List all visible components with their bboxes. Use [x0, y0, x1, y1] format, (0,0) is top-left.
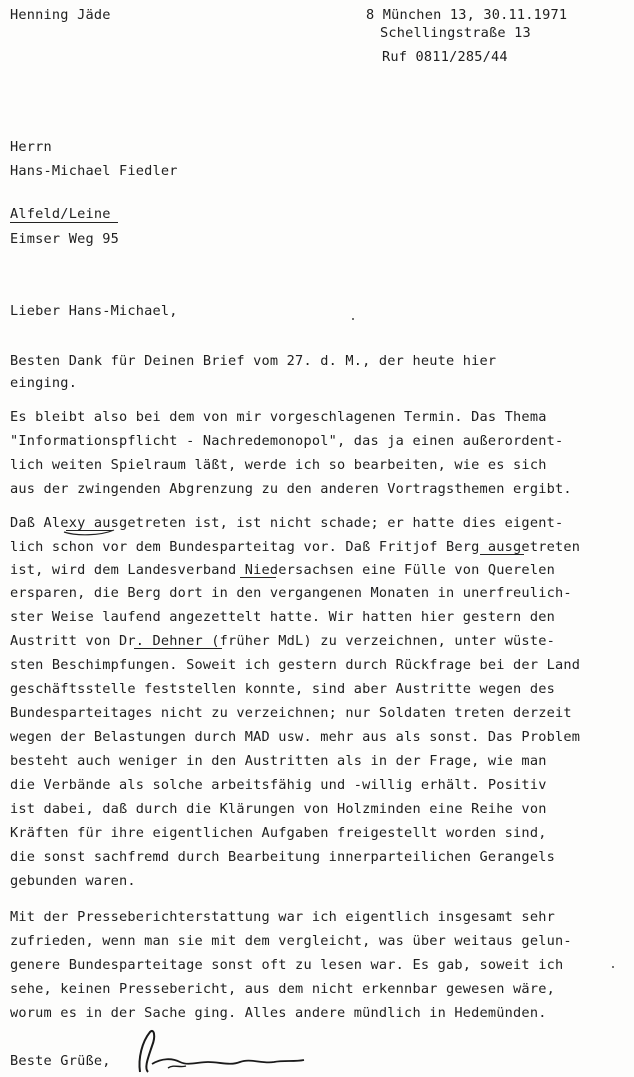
- body-line: lich schon vor dem Bundesparteitag vor. Daß Fritjof Berg ausgetreten: [10, 539, 581, 555]
- underline-landesverband: [240, 577, 276, 578]
- body-line: Mit der Presseberichterstattung war ich eigentlich insgesamt sehr: [10, 909, 555, 925]
- underline-dehner: [134, 648, 222, 649]
- body-line: geschäftsstelle feststellen konnte, sind aber Austritte wegen des: [10, 681, 555, 697]
- body-line: Daß Alexy ausgetreten ist, ist nicht schade; er hatte dies eigent-: [10, 515, 564, 531]
- greeting: Lieber Hans-Michael,: [10, 303, 178, 319]
- handwritten-loop-mark: [60, 512, 120, 538]
- closing: Beste Grüße,: [10, 1053, 111, 1069]
- body-line: einging.: [10, 375, 78, 391]
- body-line: Bundesparteitages nicht zu verzeichnen; nur Soldaten treten derzeit: [10, 705, 572, 721]
- body-line: wegen der Belastungen durch MAD usw. mehr aus als sonst. Das Problem: [10, 729, 581, 745]
- body-line: ersparen, die Berg dort in den vergangenen Monaten in unerfreulich-: [10, 585, 572, 601]
- body-line: Es bleibt also bei dem von mir vorgeschlagenen Termin. Das Thema: [10, 409, 547, 425]
- city-date: 8 München 13, 30.11.1971: [366, 7, 568, 23]
- recipient-salutation: Herrn: [10, 139, 52, 155]
- recipient-city-underline: [10, 222, 118, 223]
- sender-street: Schellingstraße 13: [380, 25, 531, 41]
- body-line: lich weiten Spielraum läßt, werde ich so bearbeiten, wie es sich: [10, 457, 547, 473]
- body-line: worum es in der Sache ging. Alles andere mündlich in Hedemünden.: [10, 1005, 547, 1021]
- body-line: Besten Dank für Deinen Brief vom 27. d. M., der heute hier: [10, 353, 497, 369]
- paper-speck: [612, 966, 614, 968]
- body-line: "Informationspflicht - Nachredemonopol", das ja einen außerordent-: [10, 433, 564, 449]
- body-line: Austritt von Dr. Dehner (früher MdL) zu verzeichnen, unter wüste-: [10, 633, 555, 649]
- body-line: gebunden waren.: [10, 873, 136, 889]
- body-line: aus der zwingenden Abgrenzung zu den anderen Vortragsthemen ergibt.: [10, 481, 572, 497]
- body-line: ist, wird dem Landesverband Niedersachsen eine Fülle von Querelen: [10, 562, 555, 578]
- body-line: sehe, keinen Pressebericht, aus dem nicht erkennbar gewesen wäre,: [10, 981, 555, 997]
- recipient-name: Hans-Michael Fiedler: [10, 163, 178, 179]
- handwritten-signature: [128, 1028, 308, 1076]
- body-line: genere Bundesparteitage sonst oft zu lesen war. Es gab, soweit ich: [10, 957, 564, 973]
- recipient-city: Alfeld/Leine: [10, 206, 111, 222]
- body-line: ster Weise laufend angezettelt hatte. Wir hatten hier gestern den: [10, 609, 555, 625]
- paper-speck: [352, 318, 354, 320]
- body-line: Kräften für ihre eigentlichen Aufgaben freigestellt worden sind,: [10, 825, 547, 841]
- underline-berg: [480, 554, 524, 555]
- sender-phone: Ruf 0811/285/44: [382, 49, 508, 65]
- body-line: zufrieden, wenn man sie mit dem vergleicht, was über weitaus gelun-: [10, 933, 572, 949]
- body-line: die Verbände als solche arbeitsfähig und -willig erhält. Positiv: [10, 777, 547, 793]
- sender-name: Henning Jäde: [10, 7, 111, 23]
- body-line: die sonst sachfremd durch Bearbeitung innerparteilichen Gerangels: [10, 849, 555, 865]
- body-line: sten Beschimpfungen. Soweit ich gestern durch Rückfrage bei der Land: [10, 657, 581, 673]
- recipient-street: Eimser Weg 95: [10, 231, 119, 247]
- body-line: besteht auch weniger in den Austritten als in der Frage, wie man: [10, 753, 547, 769]
- body-line: ist dabei, daß durch die Klärungen von Holzminden eine Reihe von: [10, 801, 547, 817]
